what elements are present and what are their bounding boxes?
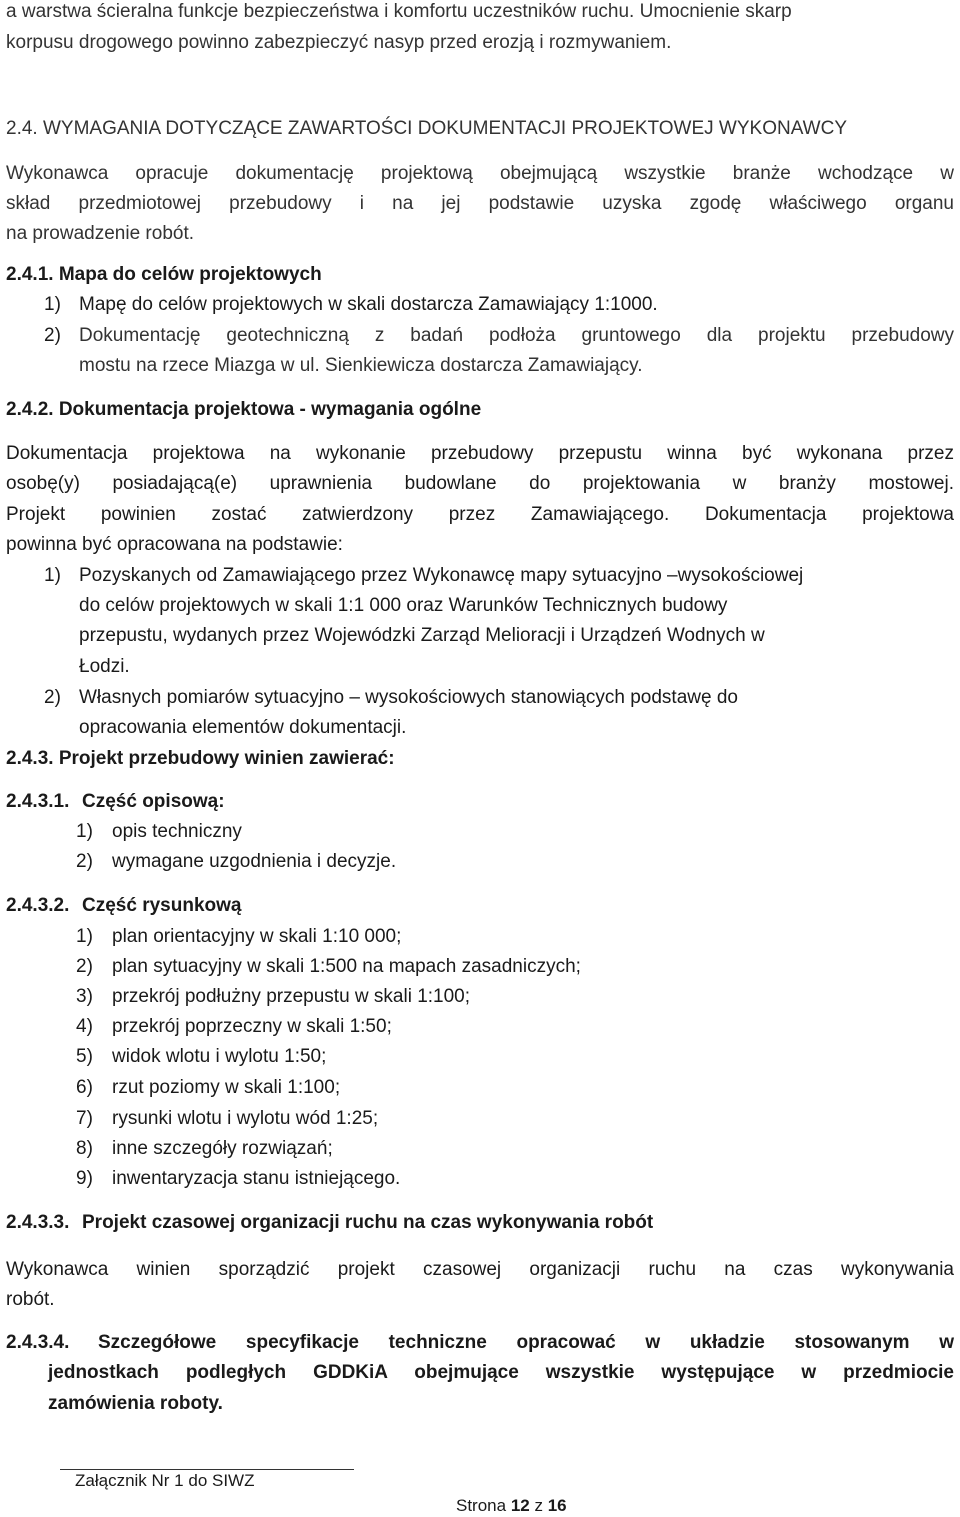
list-text: mostu na rzece Miazga w ul. Sienkiewicza dostarcza Zamawiający. [79, 355, 643, 376]
page-prefix: Strona [456, 1496, 507, 1515]
paragraph-line: skład przedmiotowej przebudowy i na jej podstawie uzyska zgodę właściwego organu [6, 193, 954, 214]
paragraph-line: Dokumentacja projektowa na wykonanie przebudowy przepustu winna być wykonana przez [6, 443, 954, 464]
page-separator: z [534, 1496, 543, 1515]
subsection-number: 2.4.3.2. [6, 895, 70, 916]
list-number: 6) [76, 1077, 93, 1098]
list-text: Pozyskanych od Zamawiającego przez Wykonawcę mapy sytuacyjno –wysokościowej [79, 565, 804, 586]
section-heading-2-4-1: 2.4.1. Mapa do celów projektowych [6, 264, 322, 285]
list-text: widok wlotu i wylotu 1:50; [112, 1046, 327, 1067]
list-number: 5) [76, 1046, 93, 1067]
list-number: 1) [76, 821, 93, 842]
list-text: do celów projektowych w skali 1:1 000 oraz Warunków Technicznych budowy [79, 595, 728, 616]
footer-attachment: Załącznik Nr 1 do SIWZ [75, 1471, 255, 1490]
subsection-number: 2.4.3.3. [6, 1212, 70, 1233]
list-text: opracowania elementów dokumentacji. [79, 717, 407, 738]
paragraph-line: na prowadzenie robót. [6, 223, 195, 244]
list-text: rzut poziomy w skali 1:100; [112, 1077, 341, 1098]
paragraph-line: Wykonawca opracuje dokumentację projektową obejmującą wszystkie branże wchodzące w [6, 163, 954, 184]
subsection-text: zamówienia roboty. [48, 1393, 223, 1414]
list-text: wymagane uzgodnienia i decyzje. [112, 851, 397, 872]
list-number: 4) [76, 1016, 93, 1037]
list-text: plan orientacyjny w skali 1:10 000; [112, 926, 402, 947]
list-number: 2) [76, 851, 93, 872]
subsection-title: Część opisową: [82, 791, 225, 812]
list-number: 1) [44, 565, 61, 586]
subsection-number: 2.4.3.4. [6, 1332, 70, 1353]
list-number: 8) [76, 1138, 93, 1159]
page-number [456, 1495, 567, 1517]
intro-line: a warstwa ścieralna funkcje bezpieczeństwa i komfortu uczestników ruchu. Umocnienie skarp [6, 1, 792, 22]
subsection-text: Szczegółowe specyfikacje techniczne opracować w układzie stosowanym w [98, 1332, 954, 1353]
page-total: 16 [547, 1496, 567, 1515]
list-text: przepustu, wydanych przez Wojewódzki Zarząd Melioracji i Urządzeń Wodnych w [79, 625, 765, 646]
paragraph-line: robót. [6, 1289, 55, 1310]
list-number: 9) [76, 1168, 93, 1189]
paragraph-line: osobę(y) posiadającą(e) uprawnienia budowlane do projektowania w branży mostowej. [6, 473, 954, 494]
list-text: Łodzi. [79, 656, 130, 677]
list-text: plan sytuacyjny w skali 1:500 na mapach zasadniczych; [112, 956, 581, 977]
list-number: 2) [44, 325, 61, 346]
list-text: przekrój podłużny przepustu w skali 1:100; [112, 986, 471, 1007]
list-text: opis techniczny [112, 821, 242, 842]
list-number: 2) [44, 687, 61, 708]
subsection-text: jednostkach podległych GDDKiA obejmujące wszystkie występujące w przedmiocie [48, 1362, 954, 1383]
section-heading-2-4-3: 2.4.3. Projekt przebudowy winien zawierać: [6, 748, 395, 769]
paragraph-line: powinna być opracowana na podstawie: [6, 534, 343, 555]
list-text: Mapę do celów projektowych w skali dostarcza Zamawiający 1:1000. [79, 294, 658, 315]
paragraph-line: Projekt powinien zostać zatwierdzony przez Zamawiającego. Dokumentacja projektowa [6, 504, 954, 525]
list-number: 7) [76, 1108, 93, 1129]
list-text: inwentaryzacja stanu istniejącego. [112, 1168, 401, 1189]
list-text: Własnych pomiarów sytuacyjno – wysokościowych stanowiących podstawę do [79, 687, 738, 708]
list-number: 1) [44, 294, 61, 315]
list-text: rysunki wlotu i wylotu wód 1:25; [112, 1108, 379, 1129]
list-text: Dokumentację geotechniczną z badań podłoża gruntowego dla projektu przebudowy [79, 325, 954, 346]
page-current: 12 [510, 1496, 530, 1515]
list-number: 3) [76, 986, 93, 1007]
section-heading-2-4: 2.4. WYMAGANIA DOTYCZĄCE ZAWARTOŚCI DOKUMENTACJI PROJEKTOWEJ WYKONAWCY [6, 118, 848, 139]
paragraph-line: Wykonawca winien sporządzić projekt czasowej organizacji ruchu na czas wykonywania [6, 1259, 954, 1280]
subsection-title: Projekt czasowej organizacji ruchu na czas wykonywania robót [82, 1212, 654, 1233]
list-number: 1) [76, 926, 93, 947]
section-heading-2-4-2: 2.4.2. Dokumentacja projektowa - wymagania ogólne [6, 399, 482, 420]
intro-line: korpusu drogowego powinno zabezpieczyć nasyp przed erozją i rozmywaniem. [6, 32, 672, 53]
subsection-title: Część rysunkową [82, 895, 242, 916]
subsection-number: 2.4.3.1. [6, 791, 70, 812]
list-text: inne szczegóły rozwiązań; [112, 1138, 333, 1159]
list-number: 2) [76, 956, 93, 977]
list-text: przekrój poprzeczny w skali 1:50; [112, 1016, 392, 1037]
